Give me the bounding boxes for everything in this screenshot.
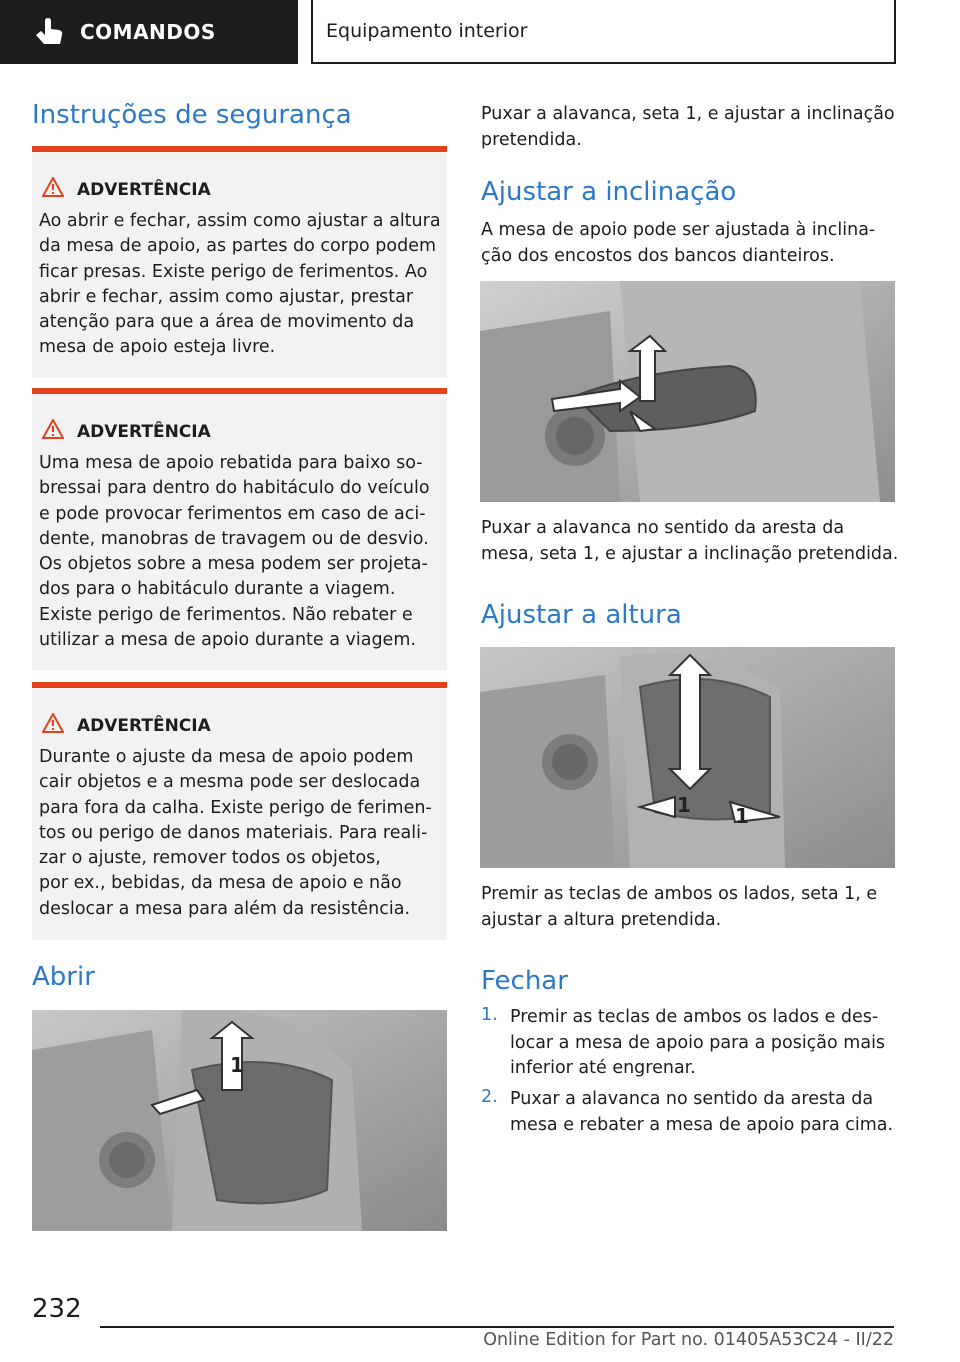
chapter-title: Equipamento interior xyxy=(326,20,528,42)
section-title: COMANDOS xyxy=(80,20,216,44)
photo-tilt-adjust xyxy=(480,281,895,502)
section-tab xyxy=(0,0,298,64)
warning-title: ADVERTÊNCIA xyxy=(77,716,211,736)
warning-text: Durante o ajuste da mesa de apoio podem cair objetos e a mesma pode ser deslocada para fora da calha. Existe perigo de ferimen- tos ou perigo de danos materiais. Para reali- zar o ajuste, remover todos os objetos, por ex., bebidas, da mesa de apoio e não deslocar a mesa para além da resistência. xyxy=(39,747,432,919)
tilt-heading: Ajustar a inclinação xyxy=(481,177,737,207)
warning-triangle-icon xyxy=(42,419,64,439)
hand-pointer-icon xyxy=(32,17,66,47)
edition-text: Online Edition for Part no. 01405A53C24 - II/22 xyxy=(483,1330,894,1350)
height-heading: Ajustar a altura xyxy=(481,600,682,630)
arrow-label: 1 xyxy=(230,1053,244,1077)
intro-text: Puxar a alavanca, seta 1, e ajustar a inclinação pretendida. xyxy=(481,104,895,150)
chapter-tab xyxy=(311,0,896,64)
warning-title: ADVERTÊNCIA xyxy=(77,180,211,200)
photo-height-adjust xyxy=(480,647,895,868)
warning-title: ADVERTÊNCIA xyxy=(77,422,211,442)
warning-box xyxy=(32,682,447,940)
open-heading: Abrir xyxy=(32,962,95,992)
height-caption: Premir as teclas de ambos os lados, seta 1, e ajustar a altura pretendida. xyxy=(481,884,878,930)
arrow-label: 1 xyxy=(677,793,691,817)
warning-triangle-icon xyxy=(42,177,64,197)
arrow-label: 1 xyxy=(735,804,749,828)
page-number: 232 xyxy=(32,1294,82,1324)
tilt-caption: Puxar a alavanca no sentido da aresta da mesa, seta 1, e ajustar a inclinação pretendida. xyxy=(481,518,899,564)
warning-triangle-icon xyxy=(42,713,64,733)
warning-text: Ao abrir e fechar, assim como ajustar a altura da mesa de apoio, as partes do corpo podem ficar presas. Existe perigo de ferimentos. Ao abrir e fechar, assim como ajustar, prestar atenção para que a área de movimento da mesa de apoio esteja livre. xyxy=(39,211,441,358)
tilt-text: A mesa de apoio pode ser ajustada à inclina- ção dos encostos dos bancos dianteiros. xyxy=(481,220,876,266)
safety-heading: Instruções de segurança xyxy=(32,100,352,130)
footer-divider xyxy=(100,1326,894,1328)
warning-box xyxy=(32,388,447,670)
warning-box xyxy=(32,146,447,378)
warning-text: Uma mesa de apoio rebatida para baixo so- bressai para dentro do habitáculo do veículo e pode provocar ferimentos em caso de aci- dente, manobras de travagem ou de desvio. Os objetos sobre a mesa podem ser projeta- dos para o habitáculo durante a viagem. Existe perigo de ferimentos. Não rebater e utilizar a mesa de apoio durante a viagem. xyxy=(39,453,430,651)
photo-open-table xyxy=(32,1010,447,1231)
close-heading: Fechar xyxy=(481,966,568,996)
